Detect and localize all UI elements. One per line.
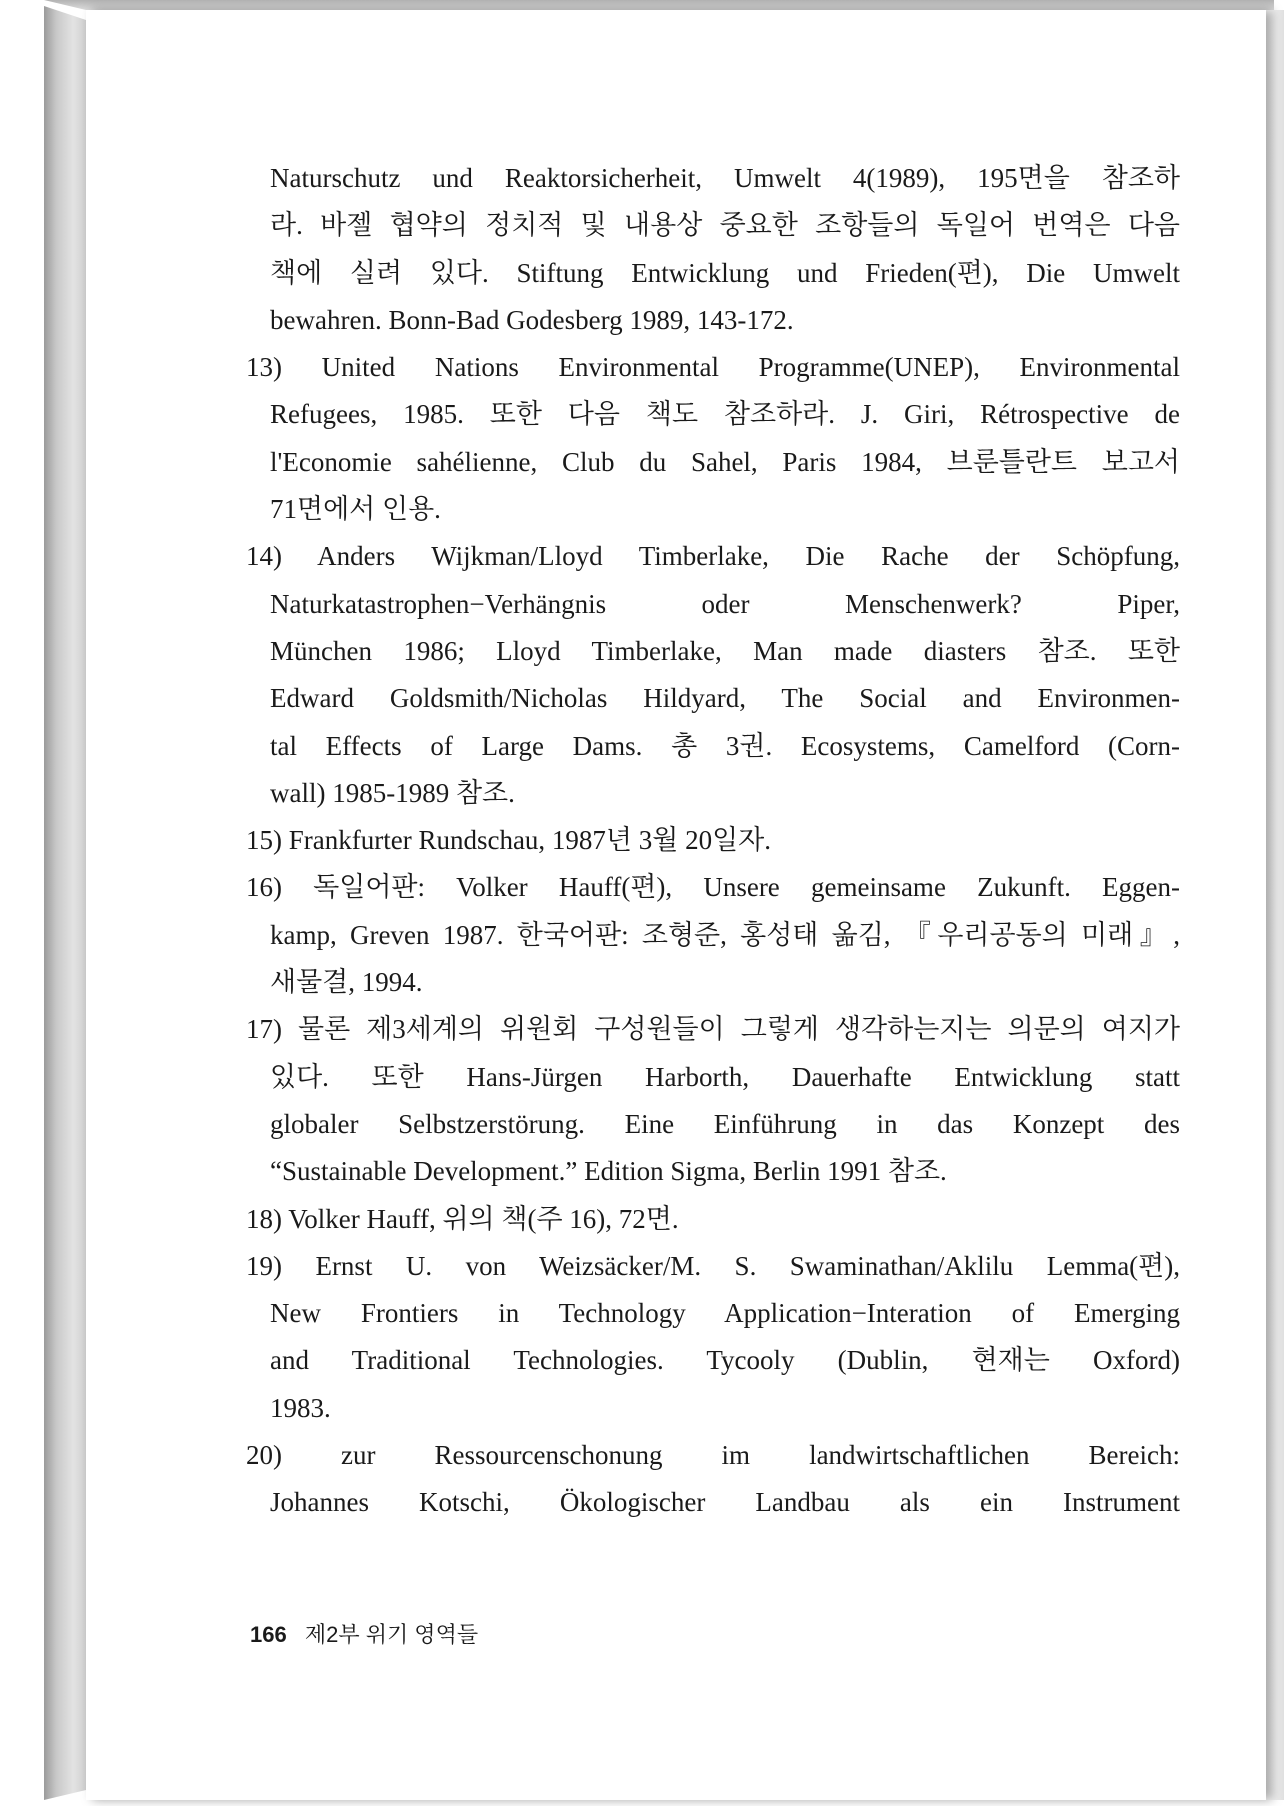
note-13 bbox=[246, 344, 1246, 533]
note-line: l'Economie sahélienne, Club du Sahel, Paris 1984, 브룬틀란트 보고서 bbox=[270, 446, 1180, 477]
note-line: 18) Volker Hauff, 위의 책(주 16), 72면. bbox=[246, 1203, 679, 1234]
note-20 bbox=[246, 1432, 1246, 1527]
note-line: New Frontiers in Technology Application−Interation of Emerging bbox=[270, 1298, 1180, 1329]
note-line: 있다. 또한 Hans-Jürgen Harborth, Dauerhafte Entwicklung statt bbox=[270, 1061, 1180, 1092]
note-19 bbox=[246, 1243, 1246, 1432]
note-line: 15) Frankfurter Rundschau, 1987년 3월 20일자. bbox=[246, 825, 772, 856]
endnotes bbox=[246, 155, 1246, 1527]
note-line: 새물결, 1994. bbox=[270, 967, 423, 998]
note-line: 13) United Nations Environmental Programme(UNEP), Environmental bbox=[246, 352, 1180, 383]
note-line: wall) 1985-1989 참조. bbox=[270, 777, 515, 808]
note-line: 71면에서 인용. bbox=[270, 494, 441, 525]
note-line: 1983. bbox=[270, 1392, 331, 1423]
book-top-edge bbox=[44, 0, 1274, 10]
note-14 bbox=[246, 533, 1246, 817]
note-line: kamp, Greven 1987. 한국어판: 조형준, 홍성태 옮김, 『우리공동의 미래』, bbox=[270, 919, 1180, 950]
note-17 bbox=[246, 1006, 1246, 1195]
note-line: München 1986; Lloyd Timberlake, Man made diasters 참조. 또한 bbox=[270, 635, 1180, 666]
note-line: Johannes Kotschi, Ökologischer Landbau als ein Instrument bbox=[270, 1487, 1180, 1518]
note-line: 14) Anders Wijkman/Lloyd Timberlake, Die Rache der Schöpfung, bbox=[246, 541, 1180, 572]
note-line: “Sustainable Development.” Edition Sigma, Berlin 1991 참조. bbox=[270, 1156, 947, 1187]
note-line: bewahren. Bonn-Bad Godesberg 1989, 143-172. bbox=[270, 304, 794, 335]
note-line: 19) Ernst U. von Weizsäcker/M. S. Swaminathan/Aklilu Lemma(편), bbox=[246, 1250, 1180, 1281]
note-line: tal Effects of Large Dams. 총 3권. Ecosystems, Camelford (Corn- bbox=[270, 730, 1180, 761]
page bbox=[86, 10, 1266, 1800]
page-number: 166 bbox=[250, 1622, 287, 1647]
note-line: 라. 바젤 협약의 정치적 및 내용상 중요한 조항들의 독일어 번역은 다음 bbox=[270, 210, 1180, 241]
note-line: 16) 독일어판: Volker Hauff(편), Unsere gemeinsame Zukunft. Eggen- bbox=[246, 872, 1180, 903]
note-line: 20) zur Ressourcenschonung im landwirtschaftlichen Bereich: bbox=[246, 1440, 1180, 1471]
note-16 bbox=[246, 864, 1246, 1006]
note-line: globaler Selbstzerstörung. Eine Einführung in das Konzept des bbox=[270, 1108, 1180, 1139]
note-line: 17) 물론 제3세계의 위원회 구성원들이 그렇게 생각하는지는 의문의 여지가 bbox=[246, 1014, 1180, 1045]
note-line: 책에 실려 있다. Stiftung Entwicklung und Frieden(편), Die Umwelt bbox=[270, 257, 1180, 288]
note-line: Edward Goldsmith/Nicholas Hildyard, The Social and Environmen- bbox=[270, 683, 1180, 714]
book-spine bbox=[44, 6, 86, 1800]
note-line: Naturschutz und Reaktorsicherheit, Umwelt 4(1989), 195면을 참조하 bbox=[270, 163, 1180, 193]
page-edge-shadow bbox=[1266, 10, 1284, 1800]
note-line: and Traditional Technologies. Tycooly (Dublin, 현재는 Oxford) bbox=[270, 1345, 1180, 1376]
note-line: Refugees, 1985. 또한 다음 책도 참조하라. J. Giri, Rétrospective de bbox=[270, 399, 1180, 430]
page-footer bbox=[250, 1618, 478, 1649]
note-line: Naturkatastrophen−Verhängnis oder Menschenwerk? Piper, bbox=[270, 588, 1180, 619]
note-continuation bbox=[246, 155, 1180, 344]
section-title: 제2부 위기 영역들 bbox=[304, 1622, 479, 1647]
note-15 bbox=[246, 817, 1246, 864]
note-18 bbox=[246, 1196, 1246, 1243]
